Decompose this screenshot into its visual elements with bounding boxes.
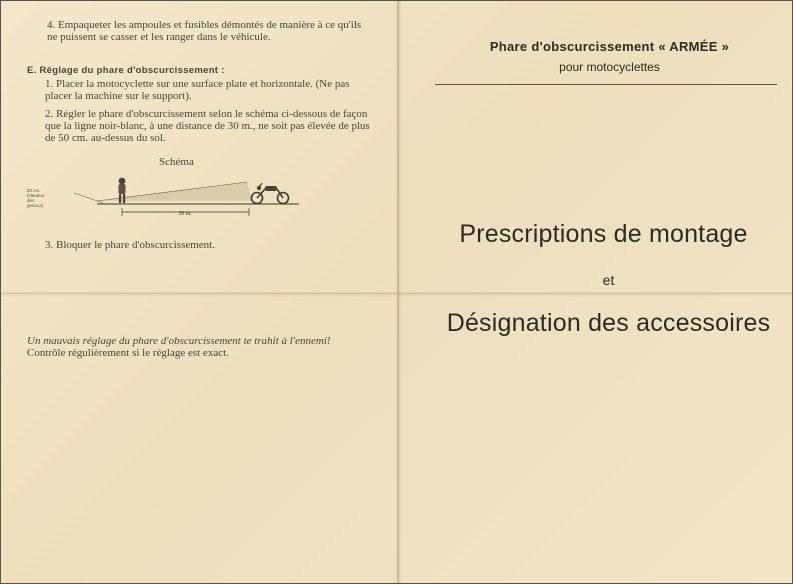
motorcycle-figure (252, 183, 289, 204)
warning-italic-text: Un mauvais réglage du phare d'obscurcissement te trahit à l'ennemi! (27, 335, 331, 347)
instruction-step-3: 3. Bloquer le phare d'obscurcissement. (45, 239, 215, 251)
instruction-step-2: 2. Régler le phare d'obscurcissement selon le schéma ci-dessous de façon que la ligne noir-blanc, à une distance de 30 m., ne soit pas élevée de plus de 50 cm. au-dessus du sol. (45, 108, 370, 144)
instruction-step-1: 1. Placer la motocyclette sur une surface plate et horizontale. (Ne pas placer la machine sur le support). (45, 78, 350, 102)
headlight-schema-diagram (27, 171, 307, 223)
document-subtitle: pour motocyclettes (559, 60, 660, 74)
warning-normal-text: Contrôle régulièrement si le réglage est exact. (27, 347, 229, 359)
heading-designation: Désignation des accessoires (446, 309, 771, 337)
warning-note (27, 335, 367, 359)
height-pointer (74, 193, 103, 203)
section-e-heading: E. Réglage du phare d'obscurcissement : (27, 65, 225, 76)
heading-connector: et (602, 272, 615, 288)
height-note: 50 cm. (Hauteur des genoux) (27, 188, 45, 208)
title-rule (435, 84, 777, 85)
schema-title: Schéma (159, 156, 194, 168)
instruction-item-4: 4. Empaqueter les ampoules et fusibles démontés de manière à ce qu'ils ne puissent se casser et les ranger dans le véhicule. (47, 19, 362, 43)
distance-label: 30 m. (178, 211, 192, 217)
left-page (1, 1, 397, 583)
right-page (399, 1, 792, 583)
heading-prescriptions: Prescriptions de montage (459, 220, 748, 248)
document-title: Phare d'obscurcissement « ARMÉE » (489, 39, 730, 54)
